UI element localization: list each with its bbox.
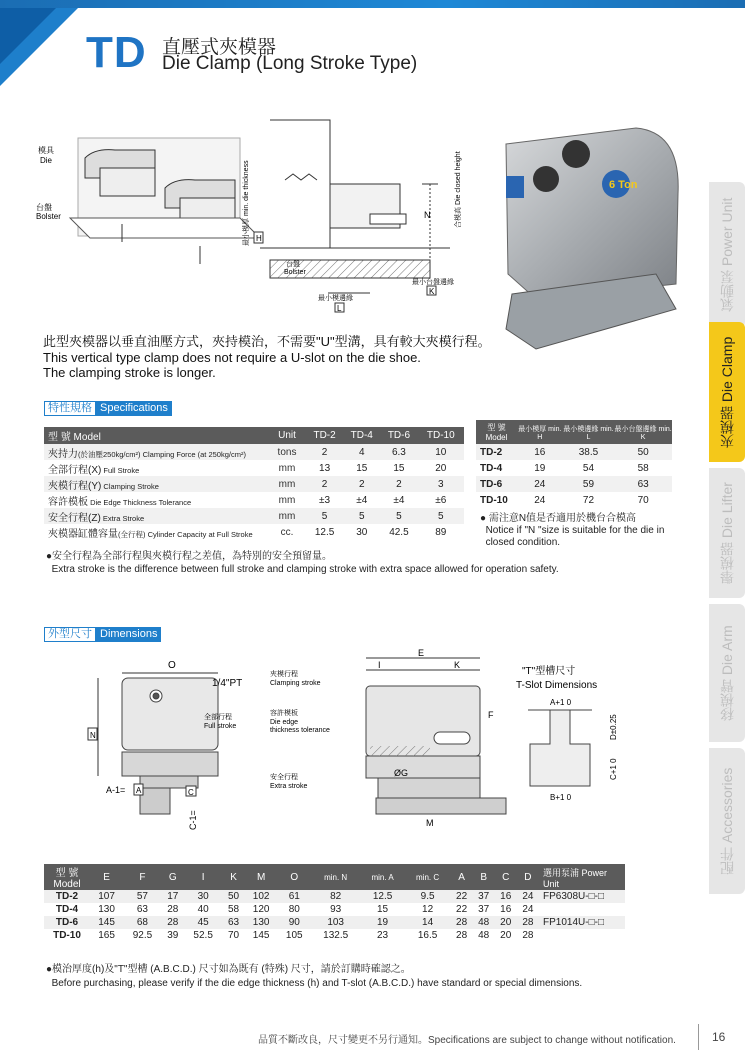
- dim-e: E: [418, 648, 425, 658]
- spec-section-zh: 特性規格: [44, 401, 96, 416]
- table-row: TD-4 130 63 28 40 58 120 80 93 15 12 22 37 16 24: [55, 904, 534, 915]
- dim-section-en: Dimensions: [96, 627, 161, 642]
- l-label: L: [337, 304, 342, 313]
- dimension-drawings: [80, 648, 640, 848]
- dim-c: C: [188, 788, 194, 797]
- bolster2-zh: 台盤: [286, 261, 300, 268]
- footer-text: 品質不斷改良，尺寸變更不另行通知。Specifications are subject to change without notification.: [258, 1035, 676, 1046]
- table-row: 夾持力(於油壓250kg/cm²) Clamping Force (at 250kg/cm²) tons 2 4 6.3 10: [44, 444, 464, 460]
- table-row: TD-4 19 54 58: [480, 462, 649, 474]
- min-bolster-edge-label: 最小台盤邊緣: [412, 279, 454, 286]
- side-tab-accessories[interactable]: 配件 Accessories: [709, 748, 745, 894]
- spec-head-col: TD-6: [380, 427, 417, 444]
- spec-section-header: [44, 401, 172, 416]
- product-photo: [486, 124, 682, 356]
- dim-die-edge-en2: thickness tolerance: [270, 727, 330, 734]
- side-tab-die-lifter[interactable]: 舉模器 Die Lifter: [709, 468, 745, 598]
- dim-g: ØG: [394, 768, 409, 778]
- bolster-zh: 台盤: [36, 203, 52, 212]
- size-table-header: 型 號 Model 最小模厚 min. H 最小模邊緣 min. L 最小台盤邊緣 min. K: [476, 420, 672, 444]
- die-en: Die: [40, 156, 53, 165]
- model-code: TD: [86, 28, 147, 77]
- iso-sketch: [70, 138, 260, 264]
- spec-section-en: Specifications: [96, 401, 172, 416]
- dim-o: O: [168, 660, 176, 671]
- tslot-en: T-Slot Dimensions: [516, 680, 598, 691]
- spec-table-header: [44, 427, 464, 444]
- desc-zh: 此型夾模器以垂直油壓方式，夾持模治，不需要"U"型溝，具有較大夾模行程。: [43, 334, 491, 349]
- spec-head-model: 型 號 Model: [44, 427, 268, 444]
- page-number: 16: [712, 1030, 726, 1044]
- table-row: TD-10 24 72 70: [480, 494, 649, 506]
- spec-head-col: TD-4: [343, 427, 380, 444]
- tslot-b: B+1 0: [550, 793, 572, 802]
- dim-full-stroke-en: Full stroke: [204, 723, 237, 730]
- side-tab-die-arm[interactable]: 移模臂 Die Arm: [709, 604, 745, 742]
- top-figure: [30, 118, 480, 318]
- size-table: [476, 420, 672, 508]
- dim-a1: A-1=: [106, 785, 126, 795]
- dim-clamping-en: Clamping stroke: [270, 680, 321, 687]
- dimension-table: [44, 864, 625, 942]
- title-zh: 直壓式夾模器: [162, 37, 277, 58]
- header-bar: [0, 0, 745, 8]
- dim-section-header: [44, 627, 161, 642]
- dim-section-zh: 外型尺寸: [44, 627, 96, 642]
- tslot-zh: "T"型槽尺寸: [522, 666, 576, 677]
- dim-k: K: [454, 660, 461, 670]
- bolster2-en: Bolster: [284, 269, 306, 276]
- side-tab-die-clamp[interactable]: 夾模器 Die Clamp: [709, 322, 745, 462]
- spec-head-col: TD-10: [418, 427, 464, 444]
- purchase-note: ●模治厚度(h)及"T"型槽 (A.B.C.D.) 尺寸如為既有 (特殊) 尺寸，請於訂購時確認之。 Before purchasing, please verify if the die edge thickness (h) and T-slot (A.B.C.D.) have standard or special dimensions.: [46, 964, 583, 989]
- table-row: 全部行程(X) Full Stroke mm 13 15 15 20: [48, 462, 447, 476]
- table-row: 夾模行程(Y) Clamping Stroke mm 2 2 2 3: [44, 476, 464, 492]
- spec-head-unit: Unit: [268, 427, 306, 444]
- k-label: K: [429, 287, 435, 296]
- min-die-thickness-label: 最小模厚 min. die thickness: [243, 160, 250, 246]
- footer-divider: [698, 1024, 699, 1050]
- desc-en2: The clamping stroke is longer.: [43, 365, 216, 380]
- table-row: TD-6 145 68 28 45 63 130 90 103 19 14 28 48 20 28 FP1014U-□-□: [44, 916, 625, 929]
- table-row: TD-2 107 57 17 30 50 102 61 82 12.5 9.5 22 37 16 24 FP6308U-□-□: [44, 890, 625, 903]
- bolster-en: Bolster: [36, 212, 61, 221]
- n-label: N: [424, 210, 431, 220]
- dim-pt: 1/4"PT: [212, 678, 243, 689]
- table-row: 容許模板 Die Edge Thickness Tolerance mm ±3 ±4 ±4 ±6: [48, 494, 447, 508]
- table-row: TD-6 24 59 63: [476, 476, 672, 492]
- dim-extra-zh: 安全行程: [270, 774, 298, 781]
- dim-a: A: [136, 786, 142, 795]
- header-accent-dark: [0, 8, 56, 64]
- dim-full-stroke-zh: 全部行程: [204, 714, 232, 721]
- dim-extra-en: Extra stroke: [270, 783, 308, 790]
- table-row: 安全行程(Z) Extra Stroke mm 5 5 5 5: [44, 508, 464, 524]
- desc-en1: This vertical type clamp does not require a U-slot on the die shoe.: [43, 350, 421, 365]
- dim-die-edge-en1: Die edge: [270, 719, 299, 726]
- die-closed-height-label: 合模高 Die closed height: [455, 151, 462, 228]
- dim-n: N: [90, 731, 96, 740]
- tslot-d: D±0.25: [609, 714, 618, 740]
- product-badge: 6 Ton: [609, 179, 638, 191]
- min-die-edge-label: 最小模邊緣: [318, 295, 353, 302]
- table-row: TD-2 16 38.5 50: [476, 444, 672, 460]
- dim-clamping-zh: 夾模行程: [270, 671, 298, 678]
- dim-f: F: [488, 710, 494, 720]
- table-row: 夾模器缸體容量(全行程) Cylinder Capacity at Full Stroke cc. 12.5 30 42.5 89: [48, 526, 447, 540]
- spec-head-col: TD-2: [306, 427, 343, 444]
- side-tab-power-unit[interactable]: 氣動泵 Power Unit: [709, 182, 745, 328]
- spec-table: [44, 427, 464, 540]
- dim-table-header: 型 號 Model E F G I K M O min. N min. A min. C A B C D 選用泵浦 Power Unit: [44, 864, 625, 890]
- title-en: Die Clamp (Long Stroke Type): [162, 53, 418, 74]
- die-zh: 模具: [38, 146, 54, 155]
- size-note: ● 需注意N值是否適用於機台合模高 Notice if "N "size is suitable for the die in closed condition.: [480, 513, 665, 548]
- h-label: H: [256, 234, 262, 243]
- tslot-a: A+1 0: [550, 698, 572, 707]
- dim-i: I: [378, 660, 381, 670]
- dim-m: M: [426, 818, 434, 828]
- extra-stroke-note: ●安全行程為全部行程與夾模行程之差值，為特別的安全預留量。 Extra stroke is the difference between full stroke and clamping stroke with extra space allowed for operation safety.: [46, 551, 559, 575]
- tslot-c: C+1 0: [609, 758, 618, 780]
- dim-c1: C-1=: [188, 810, 198, 830]
- table-row: TD-10 165 92.5 39 52.5 70 145 105 132.5 23 16.5 28 48 20 28: [53, 930, 534, 941]
- dim-die-edge-zh: 容許模板: [270, 710, 298, 717]
